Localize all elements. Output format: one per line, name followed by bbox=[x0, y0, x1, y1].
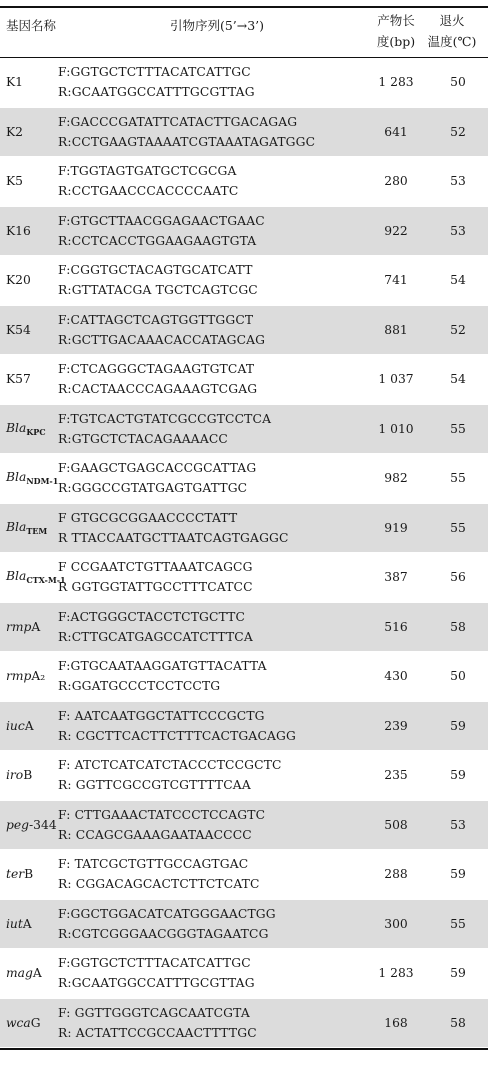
table-row bbox=[0, 553, 488, 603]
annealing-temperature: 52 bbox=[450, 322, 466, 337]
annealing-temperature: 59 bbox=[450, 768, 466, 783]
gene-name: peg bbox=[6, 817, 30, 832]
gene-name-cell bbox=[0, 768, 58, 782]
product-length: 168 bbox=[384, 1015, 408, 1030]
bottom-rule bbox=[0, 1048, 488, 1050]
annealing-temperature: 54 bbox=[450, 273, 466, 288]
gene-name-cell bbox=[0, 174, 58, 188]
forward-primer: F CCGAATCTGTTAAATCAGCG bbox=[58, 560, 253, 575]
product-length: 641 bbox=[384, 124, 408, 139]
gene-name: Bla bbox=[6, 519, 27, 534]
reverse-primer: R: GGTTCGCCGTCGTTTTCAA bbox=[58, 778, 251, 793]
annealing-temperature: 50 bbox=[450, 669, 466, 684]
primer-sequence-cell bbox=[58, 260, 364, 300]
gene-name-cell bbox=[0, 917, 58, 931]
product-length: 1 010 bbox=[378, 421, 414, 436]
product-length: 430 bbox=[384, 669, 408, 684]
table-row bbox=[0, 108, 488, 158]
primer-sequence-cell bbox=[58, 359, 364, 399]
forward-primer: F:TGGTAGTGATGCTCGCGA bbox=[58, 164, 237, 179]
gene-name-suffix: G bbox=[30, 1015, 41, 1030]
table-row bbox=[0, 949, 488, 999]
primer-sequence-cell bbox=[58, 112, 364, 152]
gene-name: Bla bbox=[6, 470, 27, 485]
forward-primer: F:GGTGCTCTTTACATCATTGC bbox=[58, 956, 251, 971]
forward-primer: F:GAAGCTGAGCACCGCATTAG bbox=[58, 461, 257, 476]
annealing-temperature: 55 bbox=[450, 916, 466, 931]
table-header bbox=[0, 8, 488, 58]
gene-name-cell bbox=[0, 224, 58, 238]
gene-name-subscript: KPC bbox=[26, 426, 46, 437]
annealing-temperature: 55 bbox=[450, 520, 466, 535]
reverse-primer: R:GCAATGGCCATTTGCGTTAG bbox=[58, 976, 255, 991]
header-primer-sequence: 引物序列(5’→3’) bbox=[169, 18, 265, 33]
gene-name: iro bbox=[6, 768, 24, 783]
product-length: 1 037 bbox=[378, 372, 414, 387]
gene-name-cell bbox=[0, 1016, 58, 1030]
product-length: 387 bbox=[384, 570, 408, 585]
header-annealing-temp bbox=[422, 8, 482, 57]
product-length: 235 bbox=[384, 768, 408, 783]
gene-name-cell bbox=[0, 818, 58, 832]
reverse-primer: R TTACCAATGCTTAATCAGTGAGGC bbox=[58, 530, 289, 545]
gene-name-cell bbox=[0, 421, 58, 437]
primer-sequence-cell bbox=[58, 161, 364, 201]
header-product-length-line1: 产物长 bbox=[377, 13, 415, 28]
product-length: 516 bbox=[384, 619, 408, 634]
forward-primer: F:GGCTGGACATCATGGGAACTGG bbox=[58, 906, 276, 921]
primer-sequence-cell bbox=[58, 409, 364, 449]
annealing-temperature: 59 bbox=[450, 966, 466, 981]
gene-name: iut bbox=[6, 916, 23, 931]
forward-primer: F: CTTGAAACTATCCCTCCAGTC bbox=[58, 807, 266, 822]
gene-name-cell bbox=[0, 620, 58, 634]
reverse-primer: R: CGCTTCACTTCTTTCACTGACAGG bbox=[58, 728, 296, 743]
gene-name: rmp bbox=[6, 619, 32, 634]
primer-sequence-cell bbox=[58, 656, 364, 696]
reverse-primer: R:GCTTGACAAACACCATAGCAG bbox=[58, 332, 266, 347]
reverse-primer: R:GCAATGGCCATTTGCGTTAG bbox=[58, 85, 255, 100]
annealing-temperature: 58 bbox=[450, 619, 466, 634]
reverse-primer: R:GGATGCCCTCCTCCTG bbox=[58, 679, 221, 694]
gene-name: K54 bbox=[6, 322, 31, 337]
table-row bbox=[0, 801, 488, 851]
forward-primer: F:TGTCACTGTATCGCCGTCCTCA bbox=[58, 411, 272, 426]
gene-name: Bla bbox=[6, 569, 27, 584]
reverse-primer: R:CCTCACCTGGAAGAAGTGTA bbox=[58, 233, 257, 248]
table-row bbox=[0, 355, 488, 405]
forward-primer: F: GGTTGGGTCAGCAATCGTA bbox=[58, 1005, 250, 1020]
gene-name-suffix: B bbox=[23, 768, 33, 783]
primer-sequence-cell bbox=[58, 1003, 364, 1043]
gene-name: iuc bbox=[6, 718, 25, 733]
table-row bbox=[0, 256, 488, 306]
product-length: 288 bbox=[384, 867, 408, 882]
annealing-temperature: 59 bbox=[450, 867, 466, 882]
table-row bbox=[0, 652, 488, 702]
gene-name: ter bbox=[6, 867, 25, 882]
annealing-temperature: 58 bbox=[450, 1015, 466, 1030]
product-length: 508 bbox=[384, 817, 408, 832]
gene-name: rmp bbox=[6, 669, 32, 684]
forward-primer: F:GGTGCTCTTTACATCATTGC bbox=[58, 65, 251, 80]
table-row bbox=[0, 603, 488, 653]
product-length: 922 bbox=[384, 223, 408, 238]
product-length: 881 bbox=[384, 322, 408, 337]
gene-name: K2 bbox=[6, 124, 24, 139]
forward-primer: F: ATCTCATCATCTACCCTCCGCTC bbox=[58, 758, 282, 773]
reverse-primer: R:CTTGCATGAGCCATCTTTCA bbox=[58, 629, 253, 644]
forward-primer: F: AATCAATGGCTATTCCCGCTG bbox=[58, 708, 265, 723]
primer-sequence-cell bbox=[58, 755, 364, 795]
gene-name-cell bbox=[0, 323, 58, 337]
table-row bbox=[0, 999, 488, 1049]
annealing-temperature: 50 bbox=[450, 75, 466, 90]
forward-primer: F: TATCGCTGTTGCCAGTGAC bbox=[58, 857, 249, 872]
product-length: 1 283 bbox=[378, 75, 414, 90]
annealing-temperature: 56 bbox=[450, 570, 466, 585]
forward-primer: F:CATTAGCTCAGTGGTTGGCT bbox=[58, 312, 254, 327]
gene-name-cell bbox=[0, 867, 58, 881]
product-length: 280 bbox=[384, 174, 408, 189]
reverse-primer: R: CCAGCGAAAGAATAACCCC bbox=[58, 827, 252, 842]
primer-sequence-cell bbox=[58, 953, 364, 993]
primer-sequence-cell bbox=[58, 62, 364, 102]
gene-name: K5 bbox=[6, 174, 24, 189]
forward-primer: F GTGCGCGGAACCCCTATT bbox=[58, 510, 238, 525]
reverse-primer: R:GTGCTCTACAGAAAACC bbox=[58, 431, 228, 446]
reverse-primer: R GGTGGTATTGCCTTTCATCC bbox=[58, 580, 253, 595]
reverse-primer: R:CCTGAACCCACCCCAATC bbox=[58, 184, 239, 199]
gene-name-cell bbox=[0, 569, 66, 586]
forward-primer: F:GTGCAATAAGGATGTTACATTA bbox=[58, 659, 267, 674]
forward-primer: F:CGGTGCTACAGTGCATCATT bbox=[58, 263, 253, 278]
primer-sequence-cell bbox=[58, 706, 364, 746]
product-length: 239 bbox=[384, 718, 408, 733]
annealing-temperature: 55 bbox=[450, 421, 466, 436]
gene-name-cell bbox=[0, 470, 58, 486]
gene-name-cell bbox=[0, 372, 58, 386]
header-product-length-line2: 度(bp) bbox=[376, 34, 416, 49]
annealing-temperature: 55 bbox=[450, 471, 466, 486]
header-gene-name: 基因名称 bbox=[6, 18, 57, 33]
gene-name-cell bbox=[0, 273, 58, 287]
primer-sequence-cell bbox=[58, 557, 364, 597]
table-row bbox=[0, 58, 488, 108]
primer-sequence-cell bbox=[58, 211, 364, 251]
forward-primer: F:GACCCGATATTCATACTTGACAGAG bbox=[58, 114, 298, 129]
gene-name: K1 bbox=[6, 75, 24, 90]
gene-name-cell bbox=[0, 125, 58, 139]
gene-name-cell bbox=[0, 719, 58, 733]
product-length: 741 bbox=[384, 273, 408, 288]
reverse-primer: R: CGGACAGCACTCTTCTCATC bbox=[58, 877, 260, 892]
reverse-primer: R: ACTATTCCGCCAACTTTTGC bbox=[58, 1025, 257, 1040]
product-length: 300 bbox=[384, 916, 408, 931]
gene-name: K20 bbox=[6, 273, 31, 288]
table-row bbox=[0, 454, 488, 504]
reverse-primer: R:CCTGAAGTAAAATCGTAAATAGATGGC bbox=[58, 134, 316, 149]
header-product-length bbox=[370, 8, 422, 57]
primer-sequence-cell bbox=[58, 607, 364, 647]
table-row bbox=[0, 405, 488, 455]
primer-sequence-cell bbox=[58, 508, 364, 548]
gene-name-suffix: A bbox=[24, 718, 34, 733]
primer-sequence-cell bbox=[58, 854, 364, 894]
table-row bbox=[0, 850, 488, 900]
reverse-primer: R:GGGCCGTATGAGTGATTGC bbox=[58, 481, 248, 496]
forward-primer: F:CTCAGGGCTAGAAGTGTCAT bbox=[58, 362, 255, 377]
reverse-primer: R:CACTAACCCAGAAAGTCGAG bbox=[58, 382, 258, 397]
primer-sequence-cell bbox=[58, 458, 364, 498]
annealing-temperature: 53 bbox=[450, 817, 466, 832]
annealing-temperature: 53 bbox=[450, 174, 466, 189]
gene-name-suffix: A bbox=[32, 966, 42, 981]
product-length: 982 bbox=[384, 471, 408, 486]
annealing-temperature: 59 bbox=[450, 718, 466, 733]
gene-name-cell bbox=[0, 75, 58, 89]
gene-name-cell bbox=[0, 966, 58, 980]
reverse-primer: R:GTTATACGA TGCTCAGTCGC bbox=[58, 283, 258, 298]
gene-name-subscript: NDM-1 bbox=[26, 476, 59, 487]
gene-name-suffix: A₂ bbox=[31, 669, 46, 684]
gene-name-suffix: -344 bbox=[29, 817, 57, 832]
gene-name: K16 bbox=[6, 223, 31, 238]
table-row bbox=[0, 504, 488, 554]
forward-primer: F:GTGCTTAACGGAGAACTGAAC bbox=[58, 213, 265, 228]
table-row bbox=[0, 207, 488, 257]
gene-name-suffix: B bbox=[24, 867, 34, 882]
gene-name-cell bbox=[0, 669, 58, 683]
gene-name: Bla bbox=[6, 420, 27, 435]
table-row bbox=[0, 751, 488, 801]
product-length: 1 283 bbox=[378, 966, 414, 981]
primer-sequence-cell bbox=[58, 310, 364, 350]
gene-name: mag bbox=[6, 966, 33, 981]
product-length: 919 bbox=[384, 520, 408, 535]
table-row bbox=[0, 900, 488, 950]
gene-name-subscript: TEM bbox=[26, 525, 48, 536]
primer-table bbox=[0, 6, 488, 1050]
table-row bbox=[0, 306, 488, 356]
table-row bbox=[0, 157, 488, 207]
annealing-temperature: 53 bbox=[450, 223, 466, 238]
gene-name-suffix: A bbox=[31, 619, 41, 634]
header-annealing-temp-line1: 退火 bbox=[439, 13, 465, 28]
gene-name-subscript: CTX-M-1 bbox=[26, 575, 66, 586]
primer-sequence-cell bbox=[58, 805, 364, 845]
gene-name: K57 bbox=[6, 372, 31, 387]
primer-sequence-cell bbox=[58, 904, 364, 944]
header-annealing-temp-line2: 温度(℃) bbox=[427, 34, 477, 49]
table-body bbox=[0, 58, 488, 1048]
annealing-temperature: 54 bbox=[450, 372, 466, 387]
forward-primer: F:ACTGGGCTACCTCTGCTTC bbox=[58, 609, 246, 624]
gene-name-suffix: A bbox=[22, 916, 32, 931]
reverse-primer: R:CGTCGGGAACGGGTAGAATCG bbox=[58, 926, 269, 941]
table-row bbox=[0, 702, 488, 752]
gene-name: wca bbox=[6, 1015, 31, 1030]
gene-name-cell bbox=[0, 520, 58, 536]
annealing-temperature: 52 bbox=[450, 124, 466, 139]
